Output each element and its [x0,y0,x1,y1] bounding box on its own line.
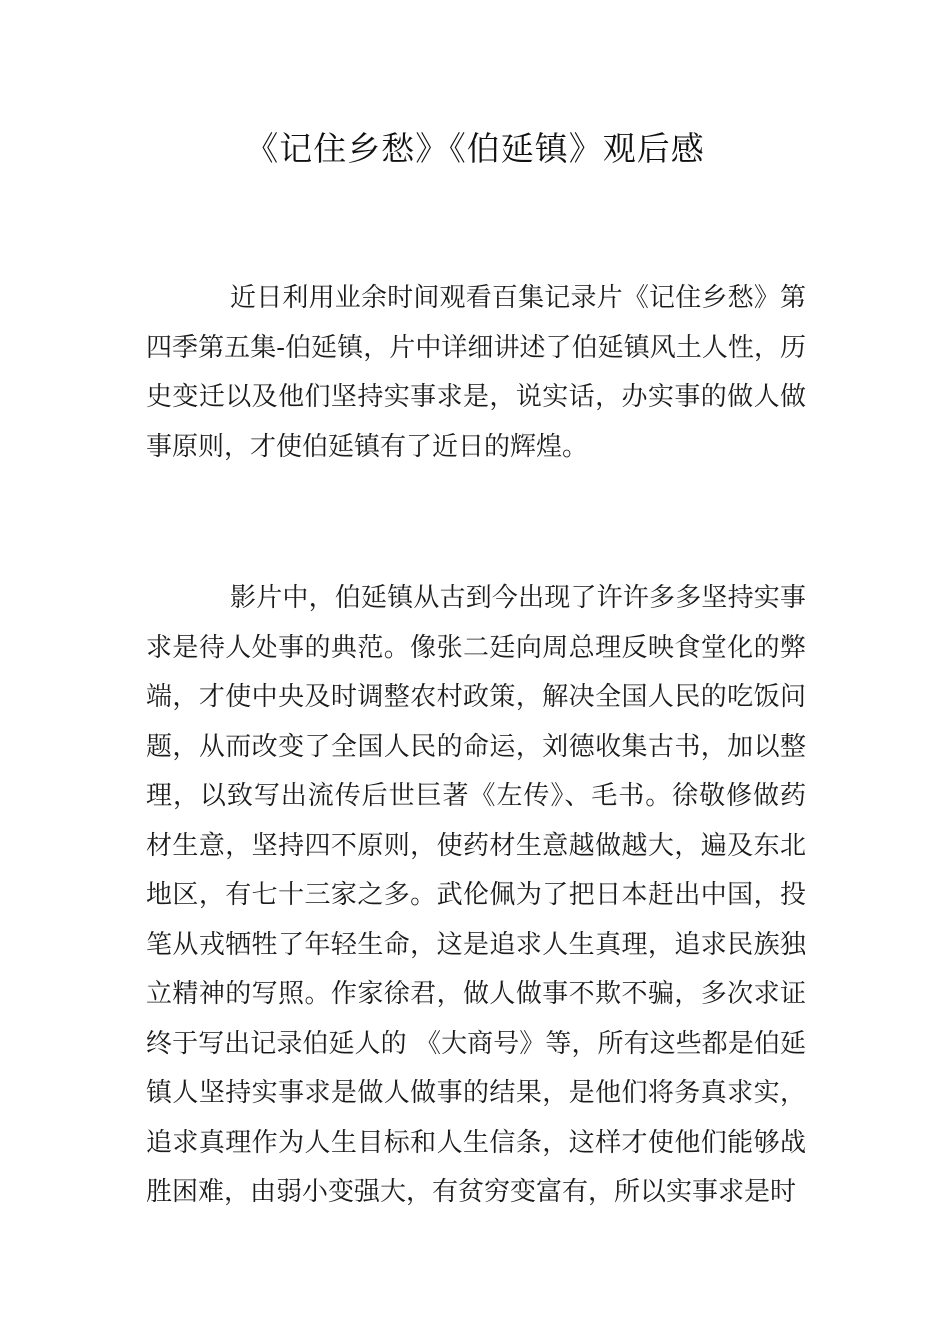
document-title: 《记住乡愁》《伯延镇》观后感 [245,129,705,168]
paragraph-intro: 近日利用业余时间观看百集记录片《记住乡愁》第四季第五集-伯延镇，片中详细讲述了伯延镇风土人性，历史变迁以及他们坚持实事求是，说实话，办实事的做人做事原则，才使伯延镇有了近日的辉煌。 [146,283,806,462]
paragraph-body: 影片中，伯延镇从古到今出现了许许多多坚持实事求是待人处事的典范。像张二廷向周总理反映食堂化的弊端，才使中央及时调整农村政策，解决全国人民的吃饭问题，从而改变了全国人民的命运，刘德收集古书，加以整理，以致写出流传后世巨著《左传》、毛书。徐敬修做药材生意，坚持四不原则，使药材生意越做越大，遍及东北地区，有七十三家之多。武伦佩为了把日本赶出中国，投笔从戎牺牲了年轻生命，这是追求人生真理，追求民族独立精神的写照。作家徐君，做人做事不欺不骗，多次求证终于写出记录伯延人的 《大商号》等，所有这些都是伯延镇人坚持实事求是做人做事的结果，是他们将务真求实，追求真理作为人生目标和人生信条，这样才使他们能够战胜困难，由弱小变强大，有贫穷变富有，所以实事求是时 [146,583,806,1207]
